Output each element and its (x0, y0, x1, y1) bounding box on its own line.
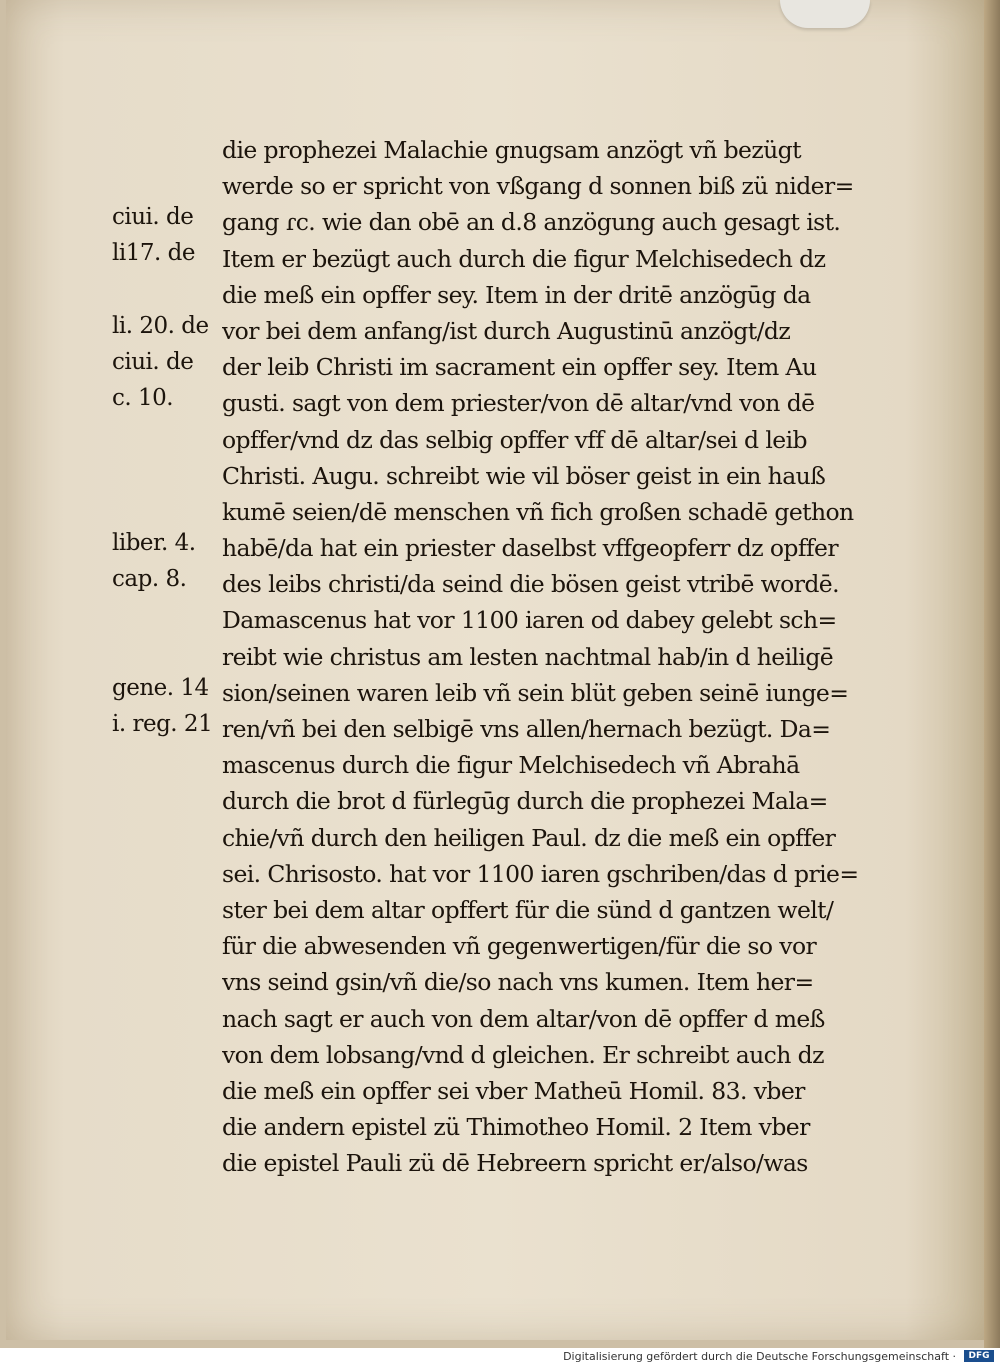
margin-note: c. 10. (112, 385, 174, 411)
text-line: werde so er spricht von vßgang d sonnen biß zü nider= (222, 172, 854, 201)
text-line: die epistel Pauli zü dē Hebreern spricht er/also/was (222, 1149, 808, 1178)
text-line: durch die brot d fürlegūg durch die prophezei Mala= (222, 787, 828, 816)
text-line: vor bei dem anfang/ist durch Augustinū anzögt/dz (222, 316, 791, 345)
text-line: habē/da hat ein priester daselbst vffgeopferr dz opffer (222, 534, 838, 563)
text-line: vns seind gsin/vñ die/so nach vns kumen. Item her= (222, 968, 814, 997)
margin-note: ciui. de (112, 204, 194, 230)
text-line: die meß ein opffer sei vber Matheū Homil. 83. vber (222, 1076, 805, 1105)
text-line: für die abwesenden vñ gegenwertigen/für die so vor (222, 932, 817, 961)
margin-note: li17. de (112, 240, 195, 267)
text-line: sei. Chrisosto. hat vor 1100 iaren gschriben/das d prie= (222, 859, 859, 888)
text-line: kumē seien/dē menschen vñ fich großen schadē gethon (222, 497, 854, 526)
dfg-logo: DFG (964, 1350, 994, 1362)
digitization-credit: Digitalisierung gefördert durch die Deutsche Forschungsgemeinschaft · (563, 1350, 956, 1363)
margin-note: li. 20. de (112, 312, 209, 339)
text-line: gusti. sagt von dem priester/von dē altar/vnd von dē (222, 389, 815, 418)
text-line: Damascenus hat vor 1100 iaren od dabey gelebt sch= (222, 606, 837, 635)
book-edge (984, 0, 1000, 1348)
text-line: Christi. Augu. schreibt wie vil böser geist in ein hauß (222, 461, 826, 490)
text-line: ren/vñ bei den selbigē vns allen/hernach bezügt. Da= (222, 715, 831, 743)
text-line: opffer/vnd dz das selbig opffer vff dē altar/sei d leib (222, 425, 807, 454)
text-line: die prophezei Malachie gnugsam anzögt vñ bezügt (222, 136, 801, 164)
margin-note: cap. 8. (112, 566, 187, 592)
margin-note: i. reg. 21 (112, 710, 213, 737)
page-tab (780, 0, 870, 28)
margin-note: liber. 4. (112, 529, 196, 556)
text-line: von dem lobsang/vnd d gleichen. Er schreibt auch dz (222, 1040, 824, 1069)
main-text-block (222, 132, 912, 1181)
text-line: ster bei dem altar opffert für die sünd d gantzen welt/ (222, 895, 834, 924)
text-line: des leibs christi/da seind die bösen geist vtribē wordē. (222, 570, 839, 599)
text-line: die meß ein opffer sey. Item in der dritē anzögūg da (222, 280, 811, 309)
margin-note: gene. 14 (112, 674, 209, 701)
text-line: gang ɾc. wie dan obē an d.8 anzögung auch gesagt ist. (222, 208, 841, 237)
text-line: mascenus durch die figur Melchisedech vñ Abrahā (222, 751, 800, 780)
text-line: sion/seinen waren leib vñ sein blüt geben seinē iunge= (222, 678, 849, 707)
text-line: reibt wie christus am lesten nachtmal hab/in d heiligē (222, 642, 834, 671)
text-line: chie/vñ durch den heiligen Paul. dz die meß ein opffer (222, 823, 836, 852)
text-line: die andern epistel zü Thimotheo Homil. 2 Item vber (222, 1113, 810, 1142)
text-line: nach sagt er auch von dem altar/von dē opffer d meß (222, 1004, 825, 1033)
text-line: der leib Christi im sacrament ein opffer sey. Item Au (222, 353, 817, 382)
margin-note: ciui. de (112, 348, 194, 375)
text-line: Item er bezügt auch durch die figur Melchisedech dz (222, 244, 826, 273)
